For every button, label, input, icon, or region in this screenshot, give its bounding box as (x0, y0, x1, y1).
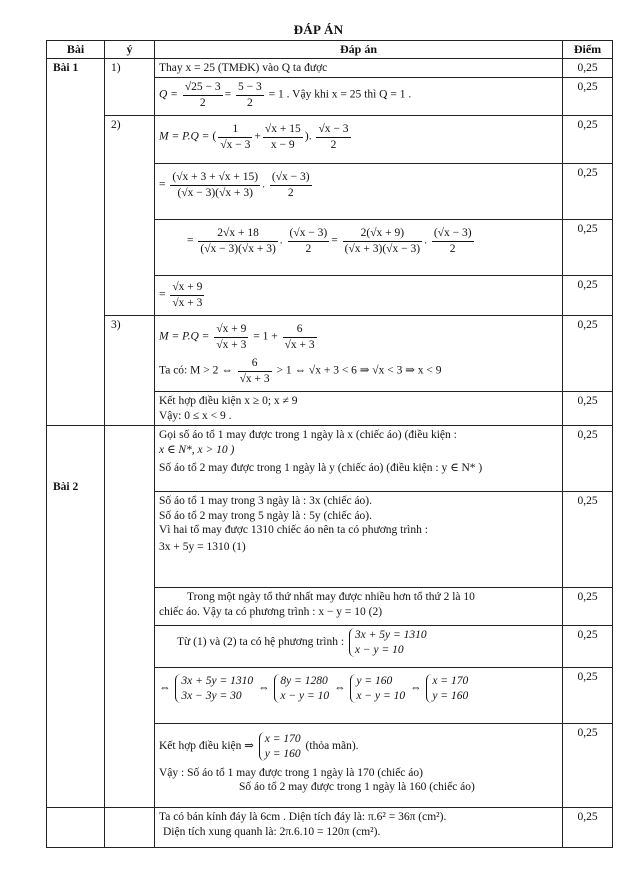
equivalence-arrow: ⇔ (333, 682, 346, 695)
points-cell: 0,25 (563, 78, 613, 116)
fraction (283, 322, 317, 352)
answer-cell (155, 588, 563, 626)
denominator: 2 (449, 242, 456, 255)
points-cell: 0,25 (563, 808, 613, 848)
answer-cell (155, 316, 563, 392)
numerator: √x + 15 (263, 122, 303, 137)
table-row (47, 116, 613, 164)
points-cell: 0,25 (563, 59, 613, 78)
answer-text: Gọi số áo tổ 1 may được trong 1 ngày là x (chiếc áo) (điều kiện : (159, 429, 457, 442)
answer-cell (155, 668, 563, 724)
denominator: (√x − 3)(√x + 3) (200, 242, 276, 255)
answer-text: Thay x = 25 (TMĐK) vào Q ta được (159, 62, 328, 74)
bai-blank (47, 808, 105, 848)
header-y: ý (105, 41, 155, 59)
bai-1-label: Bài 1 (47, 59, 105, 426)
equivalence-arrow: ⇔ (409, 682, 422, 695)
answer-cell (155, 492, 563, 588)
answer-text: Từ (1) và (2) ta có hệ phương trình : (177, 636, 345, 649)
answer-text: Kết hợp điều kiện ⇒ (159, 740, 254, 753)
fraction (238, 356, 272, 386)
answer-text: Vậy : Số áo tổ 1 may được trong 1 ngày là 170 (chiếc áo) (159, 766, 423, 779)
answer-text: Số áo tổ 2 may được trong 1 ngày là y (chiếc áo) (điều kiện : y ∈ N* ) (159, 461, 483, 474)
numerator: (√x − 3) (432, 226, 474, 241)
fraction (263, 122, 303, 152)
equation: 3x + 5y = 1310 (181, 675, 254, 688)
bai-2-text: Bài 2 (53, 481, 79, 494)
equation: 8y = 1280 (280, 675, 328, 688)
table-row (47, 59, 613, 78)
equation: y = 160 (432, 689, 469, 702)
answer-cell (155, 724, 563, 808)
numerator: (√x + 3 + √x + 15) (170, 170, 260, 185)
numerator: 1 (218, 122, 252, 137)
answer-cell: = $\frac{√x + 9}{√x + 3}$ (155, 276, 563, 316)
answer-cell (155, 426, 563, 492)
answer-cell (155, 626, 563, 668)
denominator: 2 (247, 96, 253, 109)
equation: x = 170 (432, 675, 469, 688)
denominator: x − 9 (270, 138, 295, 151)
fraction (170, 280, 204, 310)
denominator: √x + 3 (239, 372, 270, 385)
math-text: > 1 ⇔ √x + 3 < 6 ⇒ √x < 3 ⇒ x < 9 (276, 364, 442, 377)
answer-text: x ∈ N*, x > 10 ) (159, 443, 235, 456)
denominator: 2 (330, 138, 337, 151)
numerator: √x − 3 (316, 122, 350, 137)
answer-cell (155, 392, 563, 426)
denominator: √x + 3 (216, 338, 247, 351)
equation-system (259, 732, 301, 761)
math-text: Q = (159, 88, 178, 101)
fraction (432, 226, 474, 256)
denominator: √x − 3 (220, 138, 251, 151)
denominator: 2 (305, 242, 312, 255)
numerator: 2√x + 18 (198, 226, 277, 241)
equation-system (175, 674, 253, 703)
fraction (183, 80, 223, 110)
points-cell: 0,25 (563, 392, 613, 426)
equation-system (274, 674, 329, 703)
fraction (343, 226, 422, 256)
table-row (47, 808, 613, 848)
denominator: (√x − 3)(√x + 3) (177, 186, 253, 199)
header-diem: Điểm (563, 41, 613, 59)
answer-text: Số áo tổ 1 may trong 3 ngày là : 3x (chiếc áo). (159, 495, 373, 508)
answer-cell (155, 808, 563, 848)
equation: x − y = 10 (356, 689, 406, 702)
answer-text: (thỏa mãn). (305, 740, 359, 753)
numerator: √x + 9 (170, 280, 204, 295)
equation: 3x − 3y = 30 (181, 689, 242, 702)
math-text: Ta có: M > 2 ⇔ (159, 364, 233, 377)
equation: x = 170 (264, 733, 301, 746)
points-cell: 0,25 (563, 588, 613, 626)
table-header-row (47, 41, 613, 59)
math-text: M = P.Q = (159, 330, 210, 343)
answer-cell: Q = $\frac{√25 - 3}{2}$ = $\frac{5 - 3}{2}$ = 1 . Vậy khi x = 25 thì Q = 1 . (155, 78, 563, 116)
answer-text: Số áo tổ 2 may được trong 1 ngày là 160 (chiếc áo) (239, 781, 475, 794)
bai-2-label (47, 426, 105, 808)
points-cell: 0,25 (563, 426, 613, 492)
equation: x − y = 10 (280, 689, 330, 702)
header-dap-an: Đáp án (155, 41, 563, 59)
math-text: + (254, 130, 261, 143)
points-cell: 0,25 (563, 668, 613, 724)
y-blank (105, 808, 155, 848)
fraction (288, 226, 330, 256)
table-row (47, 316, 613, 392)
points-cell: 0,25 (563, 492, 613, 588)
fraction (198, 226, 277, 256)
points-cell: 0,25 (563, 164, 613, 220)
y-1: 1) (105, 59, 155, 116)
denominator: (√x + 3)(√x − 3) (344, 242, 421, 255)
denominator: √x + 3 (284, 338, 315, 351)
answer-text: Kết hợp điều kiện x ≥ 0; x ≠ 9 (159, 395, 298, 408)
math-text: = 1 . Vậy khi x = 25 thì Q = 1 . (268, 88, 412, 101)
fraction (236, 80, 264, 110)
answer-cell (155, 59, 563, 78)
fraction (218, 122, 252, 152)
fraction (214, 322, 248, 352)
y-2: 2) (105, 116, 155, 316)
points-cell: 0,25 (563, 316, 613, 392)
answer-text: Ta có bán kính đáy là 6cm . Diện tích đáy là: π.6² = 36π (cm²). (159, 811, 447, 824)
equivalence-arrow: ⇔ (159, 682, 171, 695)
answer-table (46, 40, 613, 848)
numerator: 6 (238, 356, 272, 371)
page-title: ĐÁP ÁN (293, 22, 344, 37)
numerator: 2(√x + 9) (343, 226, 422, 241)
equation: x − y = 10 (354, 643, 404, 656)
math-text: M = P.Q = (159, 130, 210, 143)
numerator: √25 − 3 (183, 80, 223, 95)
answer-text: Vì hai tổ may được 1310 chiếc áo nên ta có phương trình : (159, 523, 428, 536)
points-cell: 0,25 (563, 116, 613, 164)
y-3: 3) (105, 316, 155, 426)
answer-text: 3x + 5y = 1310 (1) (159, 541, 246, 554)
denominator: 2 (287, 186, 294, 199)
equation-system (426, 674, 468, 703)
answer-cell: = $\frac{(√x + 3 + √x + 15)}{(√x - 3)(√x + 3)}$ . $\frac{(√x - 3)}{2}$ (155, 164, 563, 220)
equation: y = 160 (356, 675, 393, 688)
numerator: 5 − 3 (236, 80, 264, 95)
points-cell: 0,25 (563, 220, 613, 276)
answer-text: Số áo tổ 2 may trong 5 ngày là : 5y (chiếc áo). (159, 509, 373, 522)
equation: y = 160 (264, 747, 301, 760)
answer-cell: M = P.Q = ( $\frac{1}{√x - 3}$ + $\frac{√x + 15}{x - 9}$ ). $\frac{√x - 3}{2}$ (155, 116, 563, 164)
fraction (316, 122, 350, 152)
equivalence-arrow: ⇔ (257, 682, 270, 695)
equation-system (350, 674, 405, 703)
answer-cell: = $\frac{2√x + 18}{(√x - 3)(√x + 3)}$ . $\frac{(√x - 3)}{2}$ = $\frac{2(√x + 9)}{(√x + 3)(√x - 3)}$ . $\frac{(√x - 3)}{2}$ (155, 220, 563, 276)
numerator: (√x − 3) (270, 170, 312, 185)
numerator: √x + 9 (214, 322, 248, 337)
math-text: = 1 + (253, 330, 278, 343)
points-cell: 0,25 (563, 276, 613, 316)
answer-text: Diện tích xung quanh là: 2π.6.10 = 120π (cm²). (163, 825, 381, 838)
y-blank (105, 426, 155, 808)
denominator: 2 (199, 96, 206, 109)
answer-text: Trong một ngày tổ thứ nhất may được nhiều hơn tổ thứ 2 là 10 (187, 591, 475, 604)
denominator: √x + 3 (172, 296, 203, 309)
numerator: (√x − 3) (288, 226, 330, 241)
points-cell: 0,25 (563, 626, 613, 668)
numerator: 6 (283, 322, 317, 337)
fraction (170, 170, 260, 200)
header-bai: Bài (47, 41, 105, 59)
equation: 3x + 5y = 1310 (354, 629, 427, 642)
fraction (270, 170, 312, 200)
answer-text: Vậy: 0 ≤ x < 9 . (159, 409, 232, 422)
table-row (47, 426, 613, 492)
answer-text: chiếc áo. Vậy ta có phương trình : x − y = 10 (2) (159, 605, 383, 618)
points-cell: 0,25 (563, 724, 613, 808)
equation-system (349, 628, 427, 657)
